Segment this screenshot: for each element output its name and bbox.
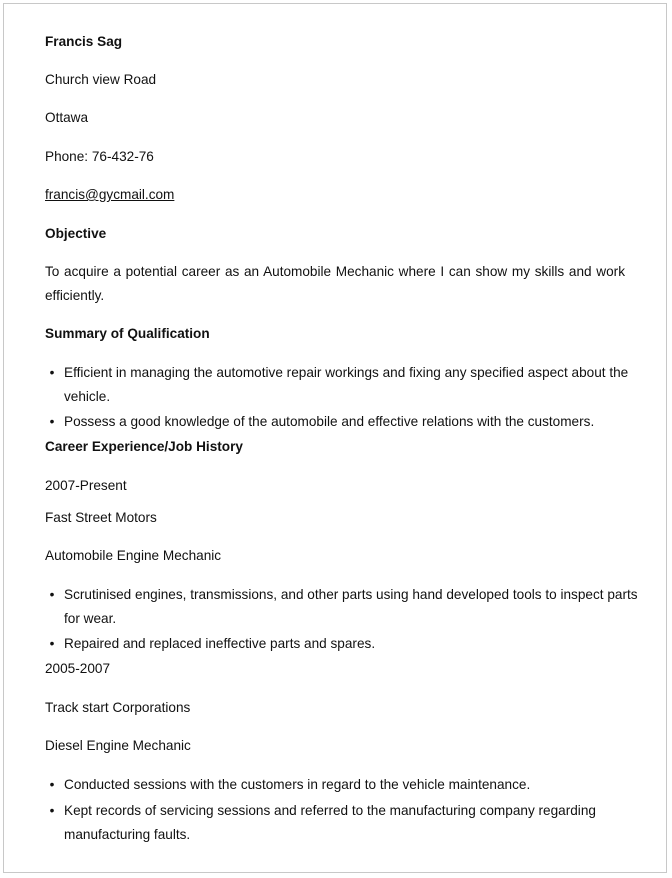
job-title: Automobile Engine Mechanic bbox=[45, 548, 222, 563]
objective-text: To acquire a potential career as an Automobile Mechanic where I can show my skills and work efficiently. bbox=[45, 264, 625, 303]
list-item-text: Scrutinised engines, transmissions, and other parts using hand developed tools to inspect parts for wear. bbox=[64, 587, 638, 626]
career-heading: Career Experience/Job History bbox=[45, 439, 243, 454]
bullet-icon: • bbox=[49, 365, 55, 380]
applicant-name: Francis Sag bbox=[45, 34, 123, 49]
list-item-text: Repaired and replaced ineffective parts and spares. bbox=[64, 636, 376, 651]
list-item-text: Kept records of servicing sessions and referred to the manufacturing company regarding manufacturing faults. bbox=[64, 803, 596, 842]
email-link[interactable]: francis@gycmail.com bbox=[45, 187, 175, 202]
list-item-text: Efficient in managing the automotive repair workings and fixing any specified aspect about the vehicle. bbox=[64, 365, 629, 404]
summary-heading: Summary of Qualification bbox=[45, 326, 210, 341]
list-item bbox=[45, 773, 643, 797]
list-item-text: Possess a good knowledge of the automobile and effective relations with the customers. bbox=[64, 414, 595, 429]
list-item bbox=[45, 361, 643, 409]
list-item bbox=[45, 799, 643, 847]
job-period: 2005-2007 bbox=[45, 661, 111, 676]
bullet-icon: • bbox=[49, 587, 55, 602]
objective-heading: Objective bbox=[45, 226, 107, 241]
bullet-icon: • bbox=[49, 803, 55, 818]
bullet-icon: • bbox=[49, 777, 55, 792]
list-item bbox=[45, 632, 643, 656]
bullet-icon: • bbox=[49, 636, 55, 651]
list-item bbox=[45, 583, 643, 631]
job-company: Fast Street Motors bbox=[45, 510, 157, 525]
street-address: Church view Road bbox=[45, 72, 157, 87]
job-period: 2007-Present bbox=[45, 478, 127, 493]
city: Ottawa bbox=[45, 110, 89, 125]
phone: Phone: 76-432-76 bbox=[45, 149, 154, 164]
job-title: Diesel Engine Mechanic bbox=[45, 738, 191, 753]
list-item-text: Conducted sessions with the customers in regard to the vehicle maintenance. bbox=[64, 777, 531, 792]
list-item bbox=[45, 410, 643, 434]
job-company: Track start Corporations bbox=[45, 700, 191, 715]
resume-page bbox=[3, 3, 667, 873]
bullet-icon: • bbox=[49, 414, 55, 429]
